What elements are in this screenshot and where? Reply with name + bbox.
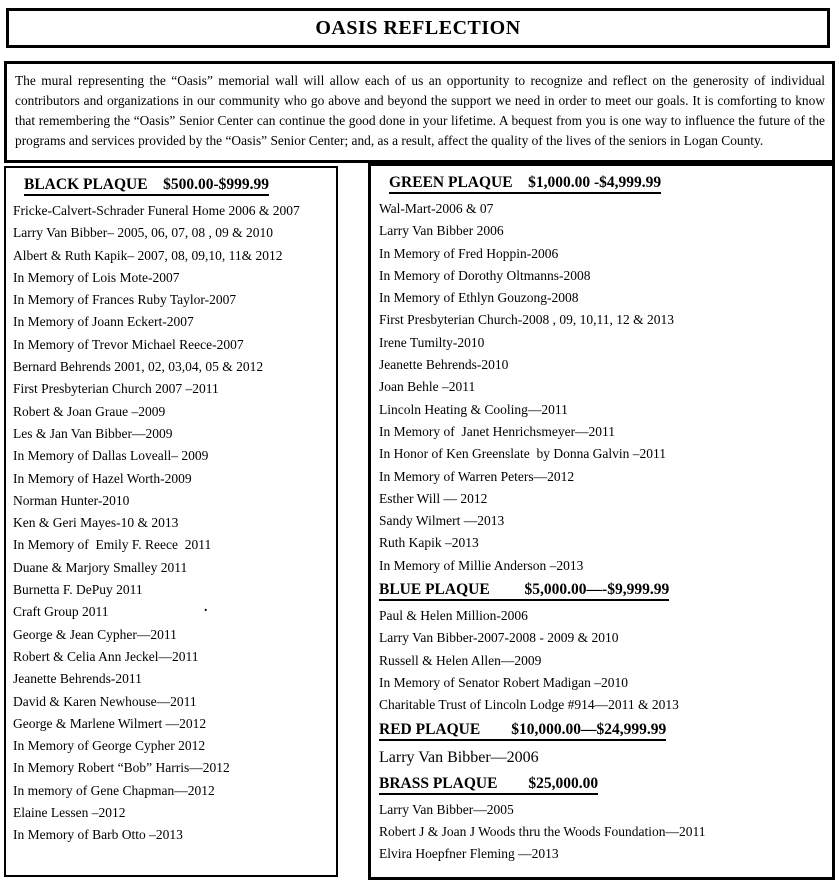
donor-list-item: Jeanette Behrends-2010 [379, 357, 509, 373]
donor-list-item: Joan Behle –2011 [379, 379, 476, 395]
stray-mark: . [204, 600, 208, 615]
donor-list-item: Esther Will — 2012 [379, 490, 488, 506]
black-plaque-column [4, 166, 338, 877]
donor-list-item: Larry Van Bibber—2005 [379, 801, 514, 817]
donor-list-item: In Memory of Dallas Loveall– 2009 [13, 448, 209, 464]
section-header-label: GREEN PLAQUE $1,000.00 -$4,999.99 [389, 174, 661, 194]
donor-list-item: Larry Van Bibber—2006 [379, 748, 539, 766]
donor-list-item: Elaine Lessen –2012 [13, 805, 126, 821]
page-title: OASIS REFLECTION [315, 16, 521, 39]
donor-list-item: In Memory of Senator Robert Madigan –2010 [379, 674, 628, 690]
donor-list-item: Robert J & Joan J Woods thru the Woods Foundation—2011 [379, 823, 706, 839]
intro-paragraph: The mural representing the “Oasis” memorial wall will allow each of us an opportunity to recognize and reflect on the generosity of individual contributors and organizations in our community who go above and beyond the support we need in order to meet our goals. It is comforting to know that remembering the “Oasis” Senior Center can continue the good done in your lifetime. A bequest from you is one way to influence the future of the programs and services provided by the “Oasis” Senior Center; and, as a result, affect the quality of the lives of the seniors in Logan County. [15, 73, 825, 148]
section-header [6, 174, 336, 195]
plaque-levels-column [368, 163, 835, 880]
donor-list-item: In Memory of Ethlyn Gouzong-2008 [379, 290, 579, 306]
donor-list-item: In Memory Robert “Bob” Harris—2012 [13, 760, 230, 776]
donor-list-item: First Presbyterian Church 2007 –2011 [13, 381, 219, 397]
donor-list-item: Burnetta F. DePuy 2011 [13, 582, 143, 598]
donor-list-item: Larry Van Bibber-2007-2008 - 2009 & 2010 [379, 630, 619, 646]
donor-list-item: George & Jean Cypher—2011 [13, 626, 177, 642]
donor-list-item: Fricke-Calvert-Schrader Funeral Home 2006 & 2007 [13, 203, 300, 218]
donor-list-item: Paul & Helen Million-2006 [379, 608, 528, 624]
section-header [371, 579, 832, 600]
donor-list-item: In Memory of Barb Otto –2013 [13, 827, 183, 843]
donor-list-item: In Memory of George Cypher 2012 [13, 738, 206, 754]
donor-list-item: Ruth Kapik –2013 [379, 535, 479, 551]
donor-list-item: In Memory of Trevor Michael Reece-2007 [13, 336, 244, 352]
section-header-label: BRASS PLAQUE $25,000.00 [379, 775, 598, 795]
donor-list-item: In Memory of Janet Henrichsmeyer—2011 [379, 423, 616, 439]
donor-list-item: Elvira Hoepfner Fleming —2013 [379, 846, 559, 862]
donor-list-item: In Memory of Joann Eckert-2007 [13, 314, 194, 330]
donor-list-item: George & Marlene Wilmert —2012 [13, 715, 207, 731]
section-header-label: BLACK PLAQUE $500.00-$999.99 [24, 176, 269, 196]
donor-list-item: Duane & Marjory Smalley 2011 [13, 559, 188, 575]
section-header-label: RED PLAQUE $10,000.00—$24,999.99 [379, 721, 666, 741]
donor-list-item: Bernard Behrends 2001, 02, 03,04, 05 & 2012 [13, 359, 264, 375]
donor-list-item: Larry Van Bibber 2006 [379, 223, 504, 239]
donor-list-item: Lincoln Heating & Cooling—2011 [379, 401, 568, 417]
donor-list-item: In Memory of Fred Hoppin-2006 [379, 245, 559, 261]
donor-list-item: In Memory of Dorothy Oltmanns-2008 [379, 267, 591, 283]
donor-list-item: In Honor of Ken Greenslate by Donna Galvin –2011 [379, 446, 667, 462]
donor-list-item: Ken & Geri Mayes-10 & 2013 [13, 515, 179, 531]
donor-list-item: First Presbyterian Church-2008 , 09, 10,11, 12 & 2013 [379, 312, 674, 328]
donor-list-item: Jeanette Behrends-2011 [13, 671, 142, 687]
section-header [371, 719, 832, 740]
donor-list-item: Wal-Mart-2006 & 07 [379, 201, 494, 216]
intro-box [4, 61, 835, 163]
donor-list-item: In Memory of Warren Peters—2012 [379, 468, 575, 484]
donor-list-item: In memory of Gene Chapman—2012 [13, 782, 215, 798]
donor-list-item: Robert & Joan Graue –2009 [13, 403, 166, 419]
donor-list-item: Robert & Celia Ann Jeckel—2011 [13, 648, 199, 664]
donor-list-item: Albert & Ruth Kapik– 2007, 08, 09,10, 11& 2012 [13, 247, 283, 263]
donor-list-item: Craft Group 2011 [13, 604, 109, 620]
donor-list-item: Russell & Helen Allen—2009 [379, 652, 542, 668]
donor-list-item: Irene Tumilty-2010 [379, 334, 485, 350]
donor-list-item: In Memory of Lois Mote-2007 [13, 269, 180, 285]
donor-list-item: David & Karen Newhouse—2011 [13, 693, 197, 709]
section-header [371, 773, 832, 794]
title-box [6, 8, 830, 48]
donor-list-item: In Memory of Frances Ruby Taylor-2007 [13, 292, 237, 308]
donor-list-item: In Memory of Emily F. Reece 2011 [13, 537, 212, 553]
donor-list-item: In Memory of Millie Anderson –2013 [379, 557, 584, 573]
donor-list-item: Larry Van Bibber– 2005, 06, 07, 08 , 09 & 2010 [13, 225, 273, 241]
section-header-label: BLUE PLAQUE $5,000.00—-$9,999.99 [379, 581, 669, 601]
donor-list-item: Sandy Wilmert —2013 [379, 513, 505, 529]
donor-list-item: In Memory of Hazel Worth-2009 [13, 470, 192, 486]
section-header [371, 172, 832, 193]
donor-list-item: Charitable Trust of Lincoln Lodge #914—2011 & 2013 [379, 697, 679, 713]
donor-list-item: Les & Jan Van Bibber—2009 [13, 425, 173, 441]
donor-list-item: Norman Hunter-2010 [13, 492, 130, 508]
